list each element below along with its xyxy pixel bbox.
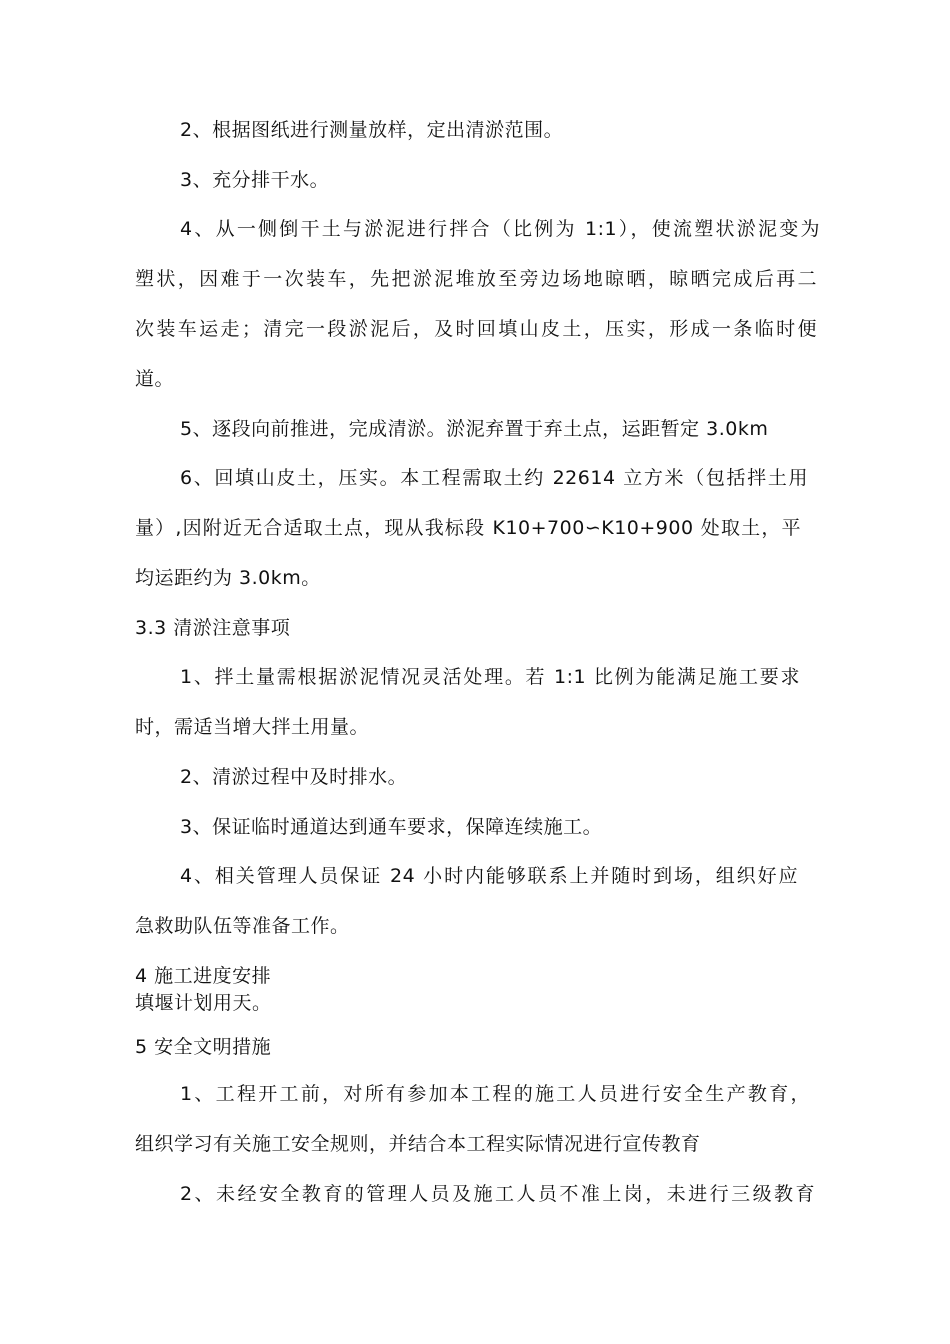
section-heading: 4 施工进度安排 <box>135 965 272 987</box>
paragraph-line: 道。 <box>135 368 175 390</box>
section-heading: 3.3 清淤注意事项 <box>135 617 291 639</box>
paragraph-line: 6、回填山皮土，压实。本工程需取土约 22614 立方米（包括拌土用 <box>180 467 808 489</box>
paragraph-line: 塑状，因难于一次装车，先把淤泥堆放至旁边场地晾晒，晾晒完成后再二 <box>135 268 817 290</box>
paragraph-line: 填堰计划用天。 <box>135 992 272 1014</box>
paragraph-line: 时，需适当增大拌土用量。 <box>135 716 370 738</box>
paragraph-line: 量）,因附近无合适取土点，现从我标段 K10+700∽K10+900 处取土，平 <box>135 517 801 539</box>
paragraph-line: 3、保证临时通道达到通车要求，保障连续施工。 <box>180 816 603 838</box>
paragraph-line: 急救助队伍等准备工作。 <box>135 915 350 937</box>
paragraph-line: 1、工程开工前，对所有参加本工程的施工人员进行安全生产教育， <box>180 1083 810 1105</box>
paragraph-line: 3、充分排干水。 <box>180 169 330 191</box>
paragraph-line: 2、根据图纸进行测量放样，定出清淤范围。 <box>180 119 564 141</box>
paragraph-line: 均运距约为 3.0km。 <box>135 567 321 589</box>
paragraph-line: 4、从一侧倒干土与淤泥进行拌合（比例为 1:1），使流塑状淤泥变为 <box>180 218 820 240</box>
section-heading: 5 安全文明措施 <box>135 1036 272 1058</box>
paragraph-line: 次装车运走；清完一段淤泥后，及时回填山皮土，压实，形成一条临时便 <box>135 318 817 340</box>
paragraph-line: 2、未经安全教育的管理人员及施工人员不准上岗，未进行三级教育 <box>180 1183 815 1205</box>
paragraph-line: 2、清淤过程中及时排水。 <box>180 766 408 788</box>
paragraph-line: 组织学习有关施工安全规则，并结合本工程实际情况进行宣传教育 <box>135 1133 701 1155</box>
paragraph-line: 4、相关管理人员保证 24 小时内能够联系上并随时到场，组织好应 <box>180 865 798 887</box>
paragraph-line: 1、拌土量需根据淤泥情况灵活处理。若 1:1 比例为能满足施工要求 <box>180 666 800 688</box>
paragraph-line: 5、逐段向前推进，完成清淤。淤泥弃置于弃土点，运距暂定 3.0km <box>180 418 769 440</box>
